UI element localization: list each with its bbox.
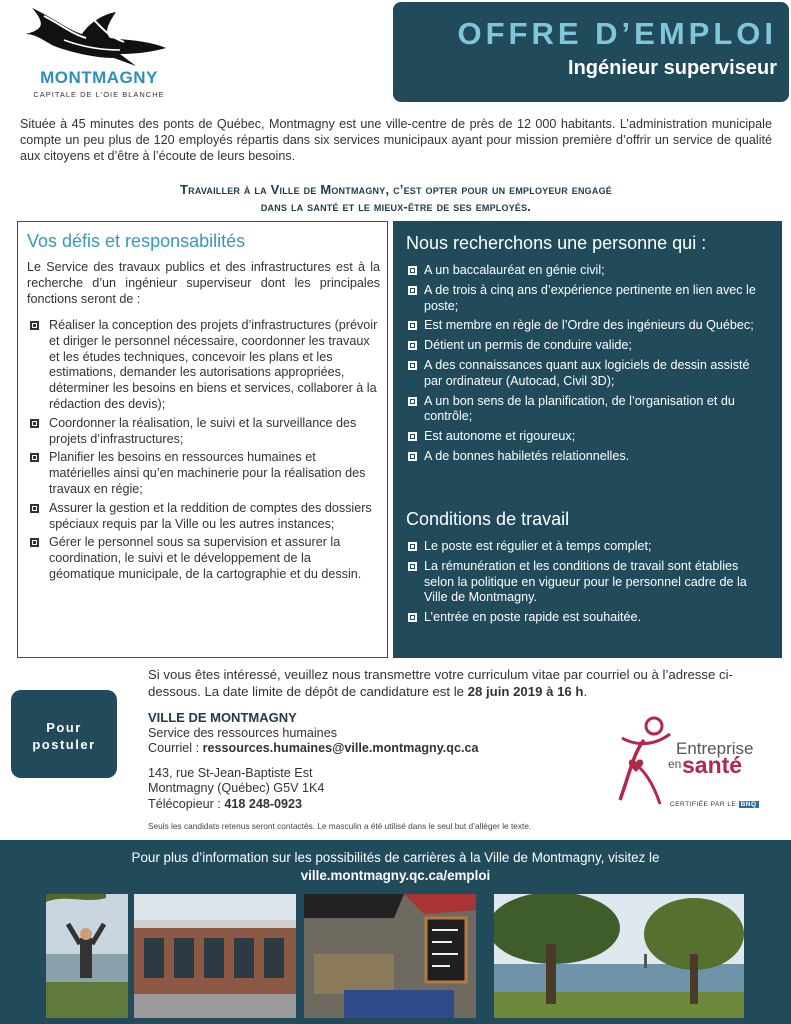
- es-line-1: Entreprise: [676, 739, 754, 758]
- list-item: A de bonnes habiletés relationnelles.: [408, 449, 770, 465]
- entreprise-en-sante-logo: [614, 712, 776, 812]
- apply-button[interactable]: Pour postuler: [11, 690, 117, 778]
- apply-instructions: Si vous êtes intéressé, veuillez nous transmettre votre curriculum vitae par courriel ou à l’adresse ci-dessous. La date limite de dépôt de candidature est le 28 juin 2019 à 16 h.: [148, 667, 733, 699]
- contact-block: VILLE DE MONTMAGNY Service des ressources humaines Courriel : ressources.humaines@ville.montmagny.qc.ca 143, rue St-Jean-Baptiste Est Montmagny (Québec) G5V 1K4 Télécopieur : 418 248-0923: [148, 710, 528, 812]
- conditions-heading: Conditions de travail: [406, 509, 570, 529]
- requirements-list: [408, 263, 770, 469]
- list-item: Est membre en règle de l’Ordre des ingénieurs du Québec;: [408, 318, 770, 334]
- list-item: A de trois à cinq ans d’expérience pertinente en lien avec le poste;: [408, 283, 770, 315]
- list-item: L’entrée en poste rapide est souhaitée.: [408, 610, 770, 626]
- bullet-icon: [408, 361, 417, 370]
- bullet-icon: [408, 341, 417, 350]
- bullet-icon: [408, 432, 417, 441]
- conditions-list: [408, 539, 770, 630]
- intro-paragraph: Située à 45 minutes des ponts de Québec, Montmagny est une ville-centre de près de 12 000 habitants. L’administration municipale compte un peu plus de 120 employés répartis dans six services municipaux ayant pour mission première d’offrir un service de qualité aux citoyens et d’être à l’écoute de leurs besoins.: [20, 117, 772, 163]
- logo-tagline: CAPITALE DE L'OIE BLANCHE: [33, 90, 165, 99]
- list-item: Réaliser la conception des projets d’infrastructures (prévoir et diriger le personnel nécessaire, coordonner les travaux et les études techniques, concevoir les plans et les estimations, demander les autorisations appropriées, déterminer les besoins en biens et services, collaborer à la rédaction des devis);: [30, 318, 380, 413]
- photo-market: [304, 894, 476, 1018]
- list-item: Le poste est régulier et à temps complet;: [408, 539, 770, 555]
- disclaimer: Seuls les candidats retenus seront contactés. Le masculin a été utilisé dans le seul but d’alléger le texte.: [148, 821, 532, 831]
- bullet-icon: [30, 321, 39, 330]
- responsibilities-heading: Vos défis et responsabilités: [27, 231, 246, 251]
- deadline: 28 juin 2019 à 16 h: [467, 684, 584, 699]
- contact-city: Montmagny (Québec) G5V 1K4: [148, 781, 325, 795]
- bullet-icon: [408, 397, 417, 406]
- employer-tagline: [20, 181, 772, 215]
- requirements-heading: Nous recherchons une personne qui :: [406, 233, 707, 253]
- bullet-icon: [408, 452, 417, 461]
- es-certification: CERTIFIÉE PAR LE BNQ: [670, 801, 757, 808]
- bullet-icon: [408, 286, 417, 295]
- montmagny-logo: [22, 4, 174, 100]
- goose-icon: [24, 4, 170, 70]
- bullet-icon: [30, 504, 39, 513]
- footer-banner: [0, 840, 791, 1024]
- contact-service: Service des ressources humaines: [148, 725, 337, 740]
- careers-link[interactable]: ville.montmagny.qc.ca/emploi: [300, 868, 491, 883]
- bullet-icon: [30, 538, 39, 547]
- contact-street: 143, rue St-Jean-Baptiste Est: [148, 765, 313, 780]
- bullet-icon: [30, 453, 39, 462]
- person-heart-icon: [614, 712, 674, 807]
- bullet-icon: [408, 321, 417, 330]
- job-title: Ingénieur superviseur: [568, 57, 777, 79]
- bullet-icon: [408, 613, 417, 622]
- bullet-icon: [408, 562, 417, 571]
- list-item: A un baccalauréat en génie civil;: [408, 263, 770, 279]
- list-item: Assurer la gestion et la reddition de comptes des dossiers spéciaux requis par la Ville ou les autres instances;: [30, 501, 380, 533]
- fax-number: 418 248-0923: [224, 796, 303, 811]
- responsibilities-lead: Le Service des travaux publics et des infrastructures est à la recherche d’un ingénieur superviseur dont les principales fonctions seront de :: [27, 260, 380, 306]
- list-item: A des connaissances quant aux logiciels de dessin assisté par ordinateur (Autocad, Civil 3D);: [408, 358, 770, 390]
- list-item: Gérer le personnel sous sa supervision et assurer la coordination, le suivi et le développement de la géomatique municipale, de la cartographie et du dessin.: [30, 535, 380, 582]
- bullet-icon: [408, 266, 417, 275]
- tagline-line-1: Travailler à la Ville de Montmagny, c’est opter pour un employeur engagé: [180, 182, 612, 197]
- requirements-panel: [393, 221, 782, 658]
- list-item: Planifier les besoins en ressources humaines et matérielles ainsi qu’en machinerie pour la réalisation des travaux en régie;: [30, 450, 380, 497]
- contact-org: VILLE DE MONTMAGNY: [148, 710, 297, 725]
- list-item: Détient un permis de conduire valide;: [408, 338, 770, 354]
- photo-river-trees: [494, 894, 744, 1018]
- photo-river-person: [46, 894, 128, 1018]
- bullet-icon: [408, 542, 417, 551]
- list-item: Coordonner la réalisation, le suivi et la surveillance des projets d’infrastructures;: [30, 416, 380, 448]
- list-item: A un bon sens de la planification, de l’organisation et du contrôle;: [408, 394, 770, 426]
- page-title: OFFRE D’EMPLOI: [457, 16, 777, 51]
- es-line-2: en: [668, 757, 682, 771]
- header-banner: [393, 2, 789, 102]
- tagline-line-2: dans la santé et le mieux-être de ses employés.: [260, 199, 532, 214]
- es-line-3: santé: [682, 752, 743, 778]
- list-item: Est autonome et rigoureux;: [408, 429, 770, 445]
- email-link[interactable]: ressources.humaines@ville.montmagny.qc.ca: [202, 741, 479, 755]
- logo-name: MONTMAGNY: [40, 68, 158, 87]
- footer-text: Pour plus d’information sur les possibilités de carrières à la Ville de Montmagny, visitez le: [131, 850, 660, 865]
- responsibilities-list: [30, 318, 380, 586]
- list-item: La rémunération et les conditions de travail sont établies selon la politique en vigueur pour le personnel cadre de la Ville de Montmagny.: [408, 559, 770, 606]
- photo-building: [134, 894, 296, 1018]
- bnq-badge: BNQ: [740, 801, 757, 808]
- bullet-icon: [30, 419, 39, 428]
- responsibilities-panel: [17, 221, 388, 658]
